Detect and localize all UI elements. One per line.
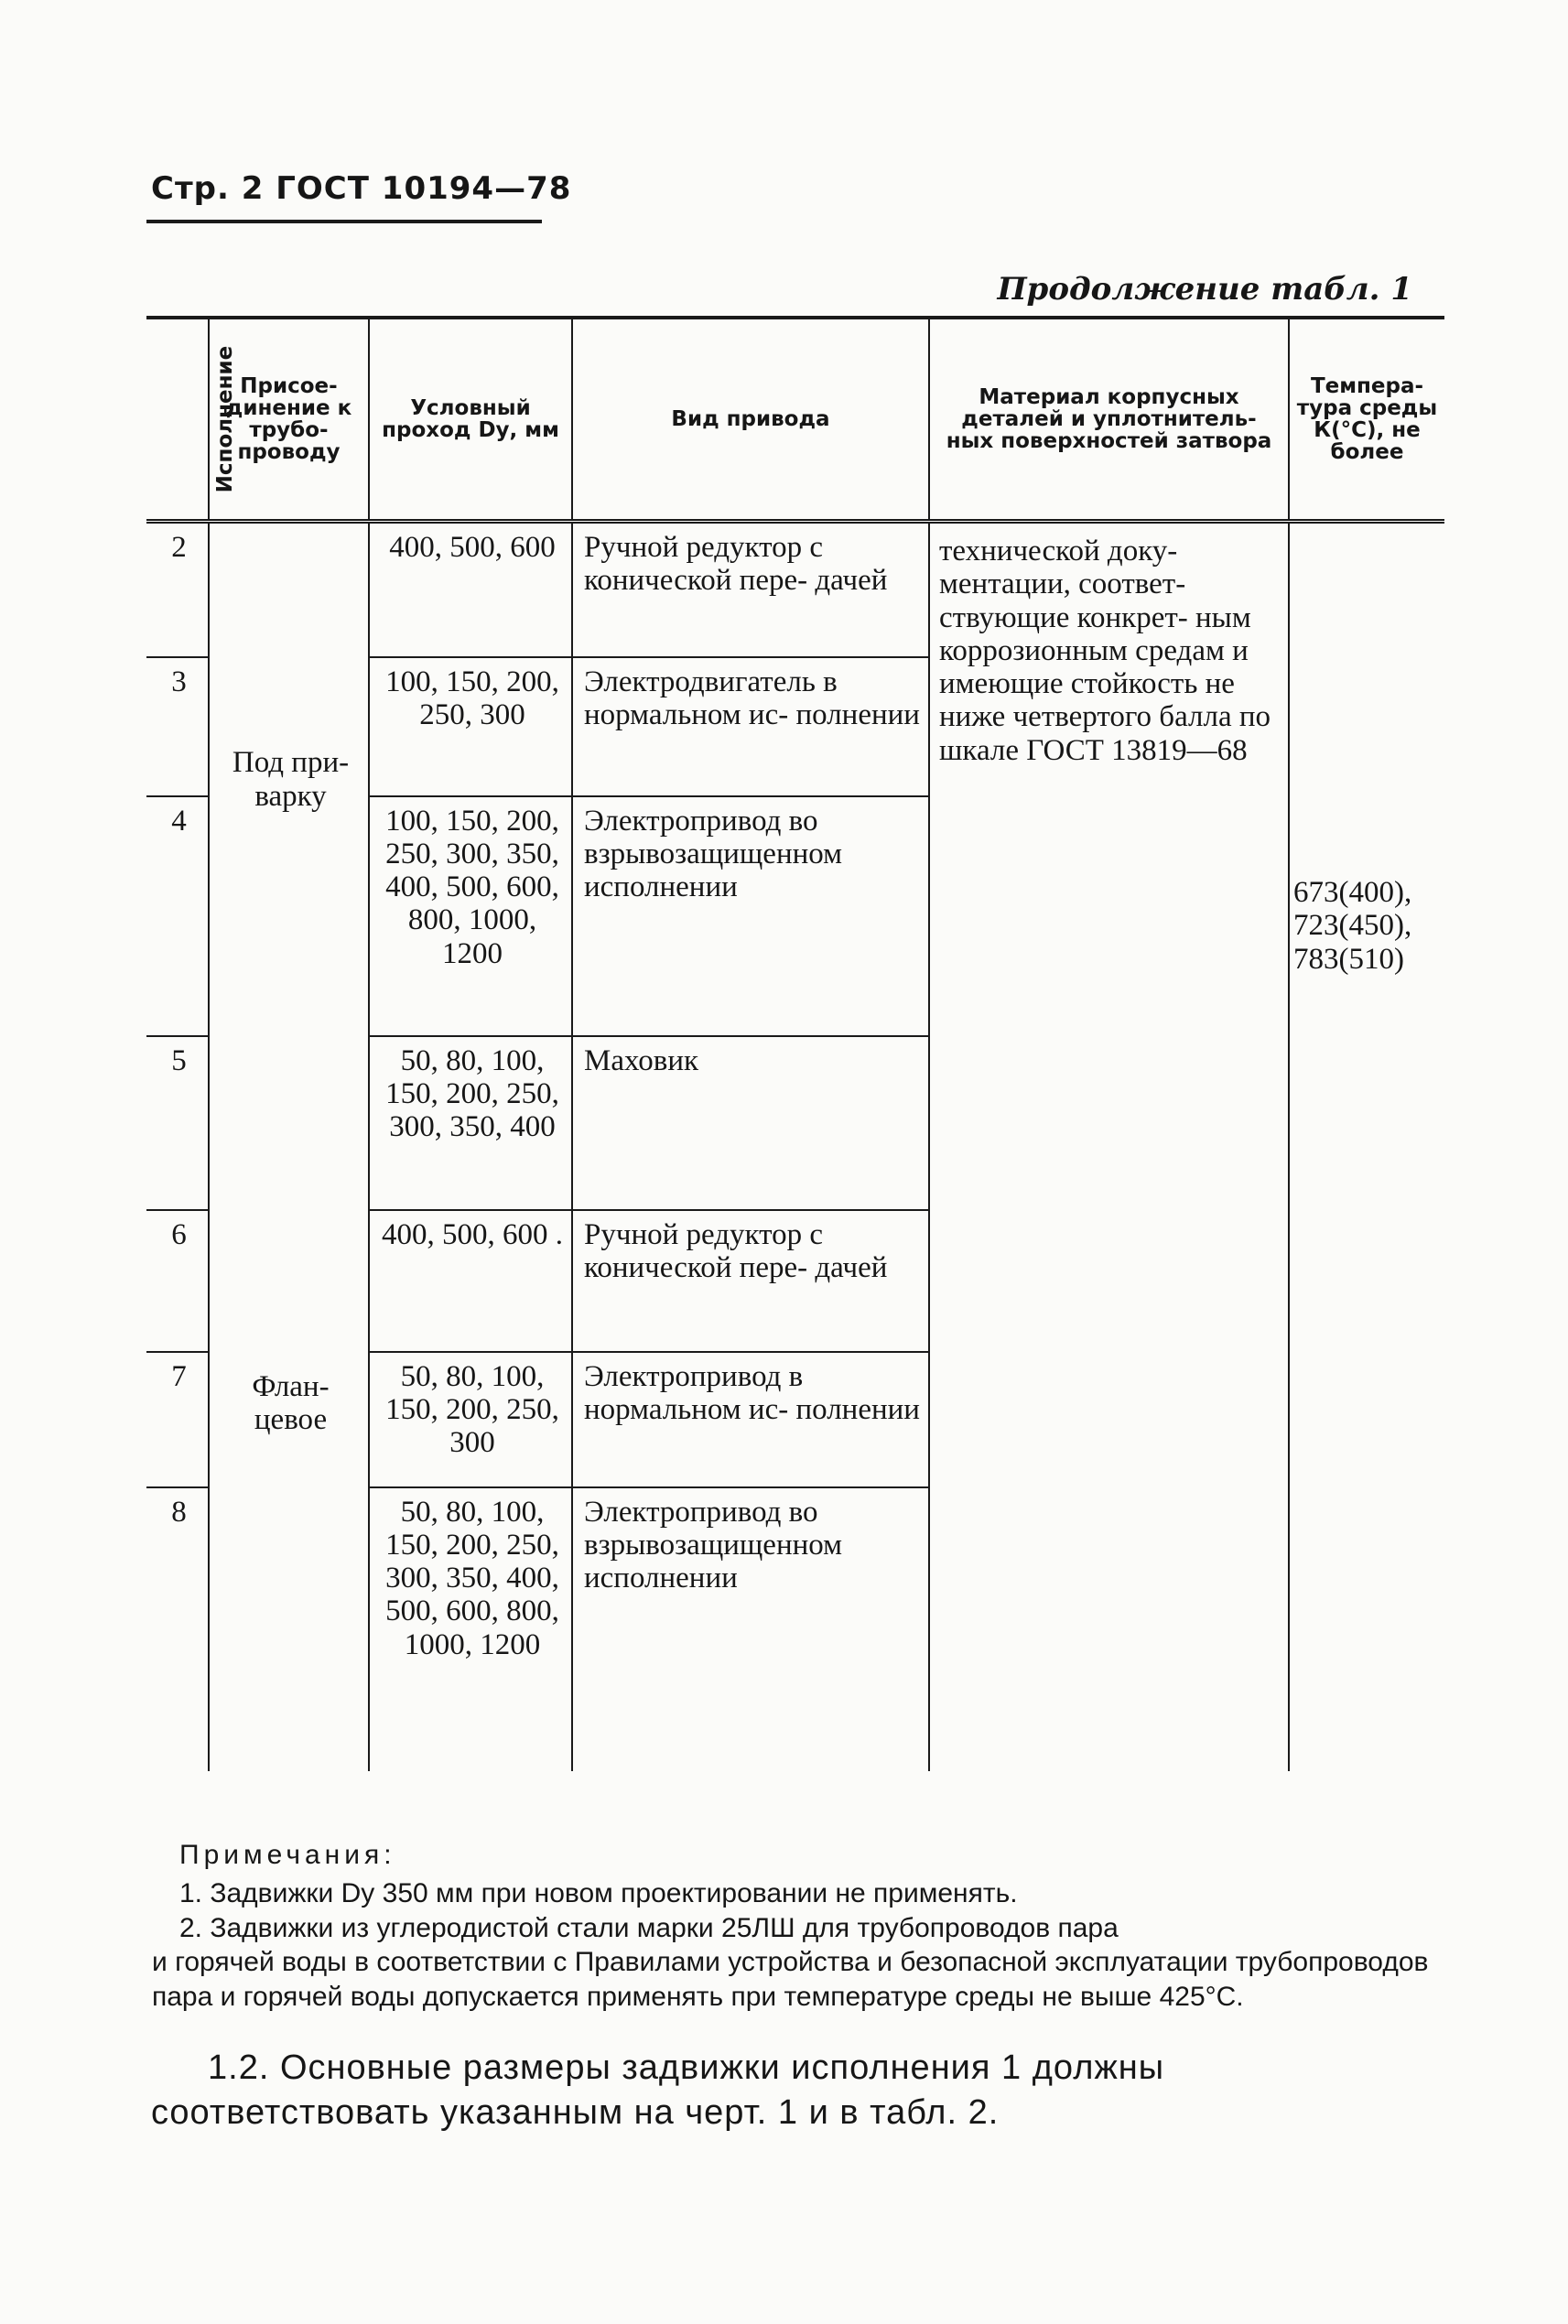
execution-number: 6 <box>146 1210 209 1352</box>
temperature-cell: 673(400), 723(450), 783(510) <box>1289 522 1444 1771</box>
drive-type-cell: Ручной редуктор с конической пере- дачей <box>572 1210 929 1352</box>
execution-number: 8 <box>146 1487 209 1771</box>
material-cell: технической доку- ментации, соответ- ствующие конкрет- ным коррозионным средам и имеющие стойкость не ниже четвертого балла по шкале ГОСТ 13819—68 <box>929 522 1289 1771</box>
execution-number: 7 <box>146 1352 209 1487</box>
nominal-bore-cell: 50, 80, 100, 150, 200, 250, 300 <box>369 1352 572 1487</box>
connection-weld: Под при- варку <box>209 522 369 1036</box>
header-execution: Исполнение <box>146 318 209 522</box>
page-header: Стр. 2 ГОСТ 10194—78 <box>151 170 572 207</box>
drive-type-cell: Ручной редуктор с конической пере- дачей <box>572 522 929 657</box>
table-notes <box>152 1838 1447 2015</box>
nominal-bore-cell: 400, 500, 600 . <box>369 1210 572 1352</box>
nominal-bore-cell: 100, 150, 200, 250, 300 <box>369 657 572 796</box>
nominal-bore-cell: 50, 80, 100, 150, 200, 250, 300, 350, 400, 500, 600, 800, 1000, 1200 <box>369 1487 572 1771</box>
notes-title: Примечания: <box>179 1840 396 1870</box>
drive-type-cell: Маховик <box>572 1036 929 1210</box>
table-header-row <box>146 318 1444 522</box>
execution-number: 2 <box>171 531 187 564</box>
header-drive-type: Вид привода <box>572 318 929 522</box>
drive-type-cell: Электропривод во взрывозащищенном исполнении <box>572 1487 929 1771</box>
header-material: Материал корпусных деталей и уплотнитель- ных поверхностей затвора <box>929 318 1289 522</box>
header-temperature: Темпера- тура среды К(°С), не более <box>1289 318 1444 522</box>
table-continuation-label: Продолжение табл. 1 <box>997 271 1412 308</box>
execution-number: 5 <box>146 1036 209 1210</box>
header-connection: Присое- динение к трубо- проводу <box>209 318 369 522</box>
drive-type-cell: Электропривод в нормальном ис- полнении <box>572 1352 929 1487</box>
section-paragraph: 1.2. Основные размеры задвижки исполнения 1 должны соответствовать указанным на черт. 1 и в табл. 2. <box>151 2048 1165 2133</box>
note-2-first-line: 2. Задвижки из углеродистой стали марки 25ЛШ для трубопроводов пара <box>179 1912 1119 1943</box>
valve-specification-table <box>146 316 1444 1771</box>
drive-type-cell: Электропривод во взрывозащищенном исполнении <box>572 796 929 1036</box>
nominal-bore-cell: 100, 150, 200, 250, 300, 350, 400, 500, 600, 800, 1000, 1200 <box>369 796 572 1036</box>
execution-number: 3 <box>146 657 209 796</box>
header-rule <box>146 220 542 223</box>
header-nominal-bore: Условный проход Dу, мм <box>369 318 572 522</box>
note-1: 1. Задвижки Dу 350 мм при новом проектировании не применять. <box>179 1877 1018 1908</box>
nominal-bore-cell: 400, 500, 600 <box>369 522 572 657</box>
drive-type-cell: Электродвигатель в нормальном ис- полнении <box>572 657 929 796</box>
execution-number: 4 <box>146 796 209 1036</box>
note-2-continuation: и горячей воды в соответствии с Правилами устройства и безопасной эксплуатации трубопроводов пара и горячей воды допускается применять при температуре среды не выше 425°С. <box>152 1947 1429 2013</box>
connection-flange: Флан- цевое <box>209 1036 369 1771</box>
table-row <box>146 522 1444 657</box>
nominal-bore-cell: 50, 80, 100, 150, 200, 250, 300, 350, 400 <box>369 1036 572 1210</box>
